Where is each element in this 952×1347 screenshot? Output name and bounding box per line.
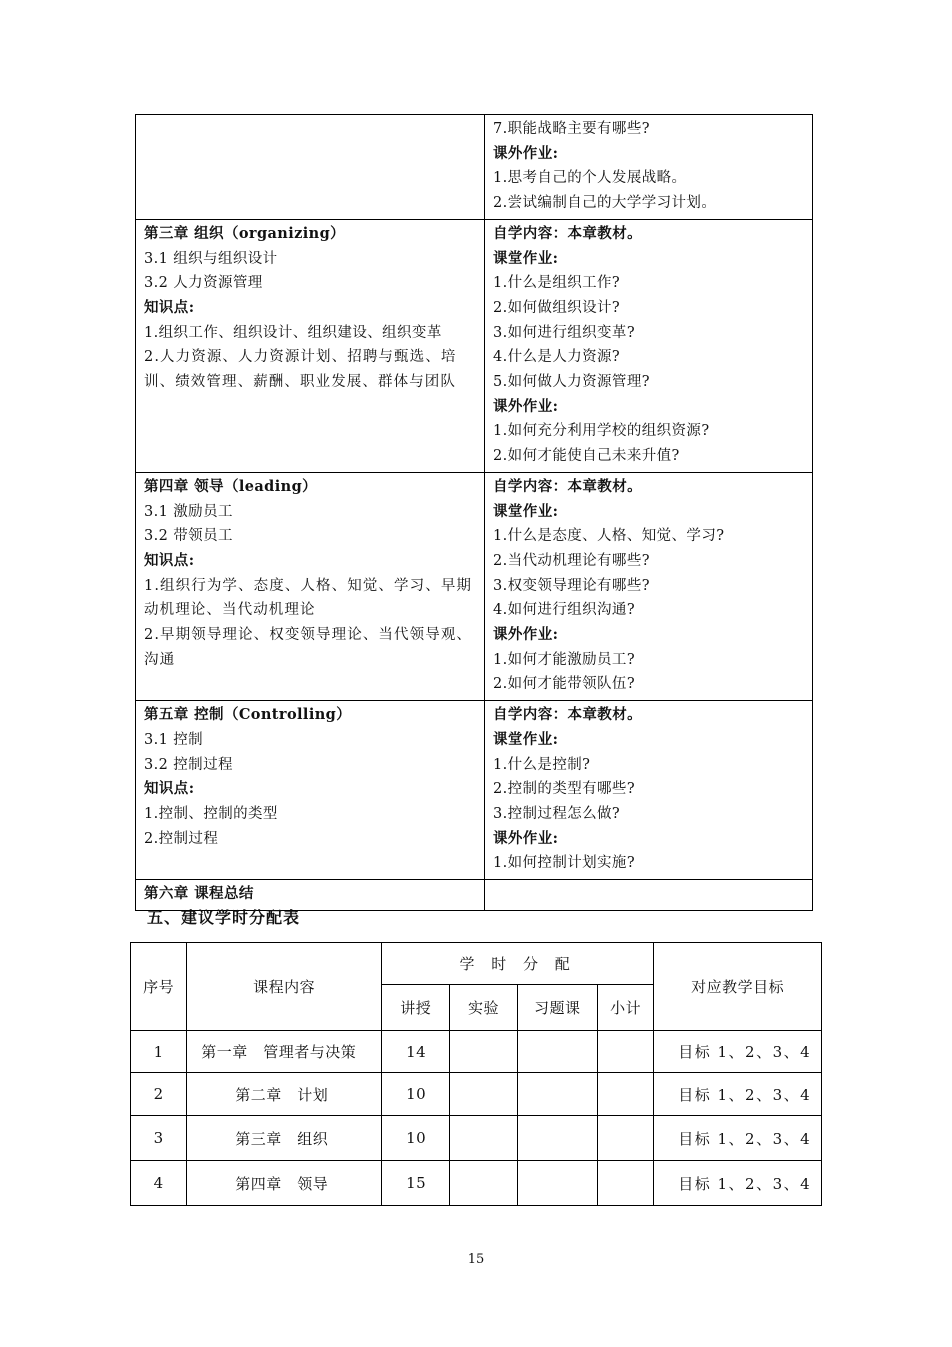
- exercise-cell: [517, 1116, 597, 1161]
- text-line: 1.如何才能激励员工?: [493, 651, 636, 668]
- text-line: 1.什么是控制?: [493, 756, 591, 773]
- hours-row: [131, 1073, 822, 1116]
- subtotal-cell: [597, 1161, 653, 1206]
- syllabus-table: [135, 114, 813, 911]
- subtotal-cell: [597, 1073, 653, 1116]
- chapter-cell: [136, 701, 485, 880]
- heading-line: 知识点:: [144, 780, 195, 798]
- header-content: 课程内容: [187, 943, 382, 1031]
- text-line: 1.思考自己的个人发展战略。: [493, 170, 687, 187]
- heading-line: 课外作业:: [493, 626, 559, 644]
- content-cell: 第四章 领导: [187, 1161, 382, 1206]
- assignment-cell: [485, 219, 813, 472]
- goal-cell: 目标 1、2、3、4: [654, 1116, 822, 1161]
- heading-line: 课堂作业:: [493, 502, 559, 520]
- section-title: 五、建议学时分配表: [147, 908, 301, 927]
- text-line: 2.人力资源、人力资源计划、招聘与甄选、培训、绩效管理、薪酬、职业发展、群体与团队: [144, 349, 457, 391]
- header-subtotal: 小计: [597, 985, 653, 1031]
- header-allocation: 学 时 分 配: [382, 943, 654, 985]
- exercise-cell: [517, 1031, 597, 1073]
- text-line: 3.1 控制: [144, 731, 204, 748]
- hours-row: [131, 1161, 822, 1206]
- heading-line: 知识点:: [144, 298, 195, 316]
- text-line: 2.控制的类型有哪些?: [493, 781, 636, 798]
- subtotal-cell: [597, 1031, 653, 1073]
- seq-cell: 3: [131, 1116, 187, 1161]
- experiment-cell: [450, 1073, 517, 1116]
- experiment-cell: [450, 1116, 517, 1161]
- text-line: 2.如何做组织设计?: [493, 299, 621, 316]
- text-line: 3.如何进行组织变革?: [493, 324, 636, 341]
- heading-line: 课外作业:: [493, 829, 559, 847]
- chapter-cell: [136, 219, 485, 472]
- heading-line: 第三章 组织（organizing）: [144, 224, 346, 242]
- text-line: 4.如何进行组织沟通?: [493, 602, 636, 619]
- heading-line: 第六章 课程总结: [144, 885, 254, 903]
- text-line: 2.如何才能带领队伍?: [493, 676, 636, 693]
- text-line: 2.当代动机理论有哪些?: [493, 552, 650, 569]
- hours-table: [130, 942, 822, 1206]
- text-line: 3.1 组织与组织设计: [144, 250, 278, 267]
- heading-line: 第五章 控制（Controlling）: [144, 706, 352, 724]
- heading-line: 课外作业:: [493, 144, 559, 162]
- page-number: 15: [467, 1252, 485, 1267]
- lecture-cell: 15: [382, 1161, 450, 1206]
- text-line: 1.什么是组织工作?: [493, 275, 621, 292]
- content-cell: 第二章 计划: [187, 1073, 382, 1116]
- lecture-cell: 14: [382, 1031, 450, 1073]
- subtotal-cell: [597, 1116, 653, 1161]
- experiment-cell: [450, 1031, 517, 1073]
- text-line: 3.2 控制过程: [144, 756, 233, 773]
- syllabus-row: [136, 115, 813, 220]
- goal-cell: 目标 1、2、3、4: [654, 1161, 822, 1206]
- seq-cell: 4: [131, 1161, 187, 1206]
- seq-cell: 2: [131, 1073, 187, 1116]
- heading-line: 课堂作业:: [493, 249, 559, 267]
- header-goal: 对应教学目标: [654, 943, 822, 1031]
- header-lecture: 讲授: [382, 985, 450, 1031]
- header-seq: 序号: [131, 943, 187, 1031]
- text-line: 1.如何充分利用学校的组织资源?: [493, 423, 710, 440]
- assignment-cell: [485, 115, 813, 220]
- text-line: 3.权变领导理论有哪些?: [493, 577, 650, 594]
- chapter-cell: [136, 472, 485, 700]
- text-line: 1.组织行为学、态度、人格、知觉、学习、早期动机理论、当代动机理论: [144, 577, 473, 619]
- heading-line: 自学内容：本章教材。: [493, 477, 642, 495]
- heading-line: 第四章 领导（leading）: [144, 477, 318, 495]
- goal-cell: 目标 1、2、3、4: [654, 1073, 822, 1116]
- text-line: 1.如何控制计划实施?: [493, 855, 636, 872]
- text-line: 7.职能战略主要有哪些?: [493, 121, 650, 137]
- syllabus-row: [136, 219, 813, 472]
- lecture-cell: 10: [382, 1116, 450, 1161]
- heading-line: 知识点:: [144, 551, 195, 569]
- syllabus-row: [136, 472, 813, 700]
- chapter-cell: [136, 115, 485, 220]
- text-line: 3.1 激励员工: [144, 503, 233, 520]
- heading-line: 课堂作业:: [493, 730, 559, 748]
- text-line: 3.2 带领员工: [144, 528, 233, 545]
- text-line: 1.控制、控制的类型: [144, 805, 278, 822]
- header-experiment: 实验: [450, 985, 517, 1031]
- text-line: 2.尝试编制自己的大学学习计划。: [493, 195, 717, 212]
- text-line: 1.什么是态度、人格、知觉、学习?: [493, 528, 725, 545]
- text-line: 5.如何做人力资源管理?: [493, 374, 650, 391]
- heading-line: 自学内容：本章教材。: [493, 224, 642, 242]
- goal-cell: 目标 1、2、3、4: [654, 1031, 822, 1073]
- text-line: 1.组织工作、组织设计、组织建设、组织变革: [144, 324, 442, 341]
- assignment-cell: [485, 701, 813, 880]
- content-cell: 第一章 管理者与决策: [187, 1031, 382, 1073]
- text-line: 2.控制过程: [144, 830, 219, 847]
- lecture-cell: 10: [382, 1073, 450, 1116]
- text-line: 2.如何才能使自己未来升值?: [493, 448, 680, 465]
- heading-line: 自学内容：本章教材。: [493, 706, 642, 724]
- hours-row: [131, 1116, 822, 1161]
- text-line: 3.2 人力资源管理: [144, 275, 263, 292]
- header-row-1: [131, 943, 822, 985]
- heading-line: 课外作业:: [493, 397, 559, 415]
- text-line: 2.早期领导理论、权变领导理论、当代领导观、沟通: [144, 627, 473, 668]
- hours-row: [131, 1031, 822, 1073]
- content-cell: 第三章 组织: [187, 1116, 382, 1161]
- exercise-cell: [517, 1073, 597, 1116]
- assignment-cell: [485, 472, 813, 700]
- text-line: 3.控制过程怎么做?: [493, 805, 621, 822]
- syllabus-row: [136, 701, 813, 880]
- header-exercise: 习题课: [517, 985, 597, 1031]
- experiment-cell: [450, 1161, 517, 1206]
- assignment-cell: [485, 880, 813, 911]
- exercise-cell: [517, 1161, 597, 1206]
- seq-cell: 1: [131, 1031, 187, 1073]
- text-line: 4.什么是人力资源?: [493, 349, 621, 366]
